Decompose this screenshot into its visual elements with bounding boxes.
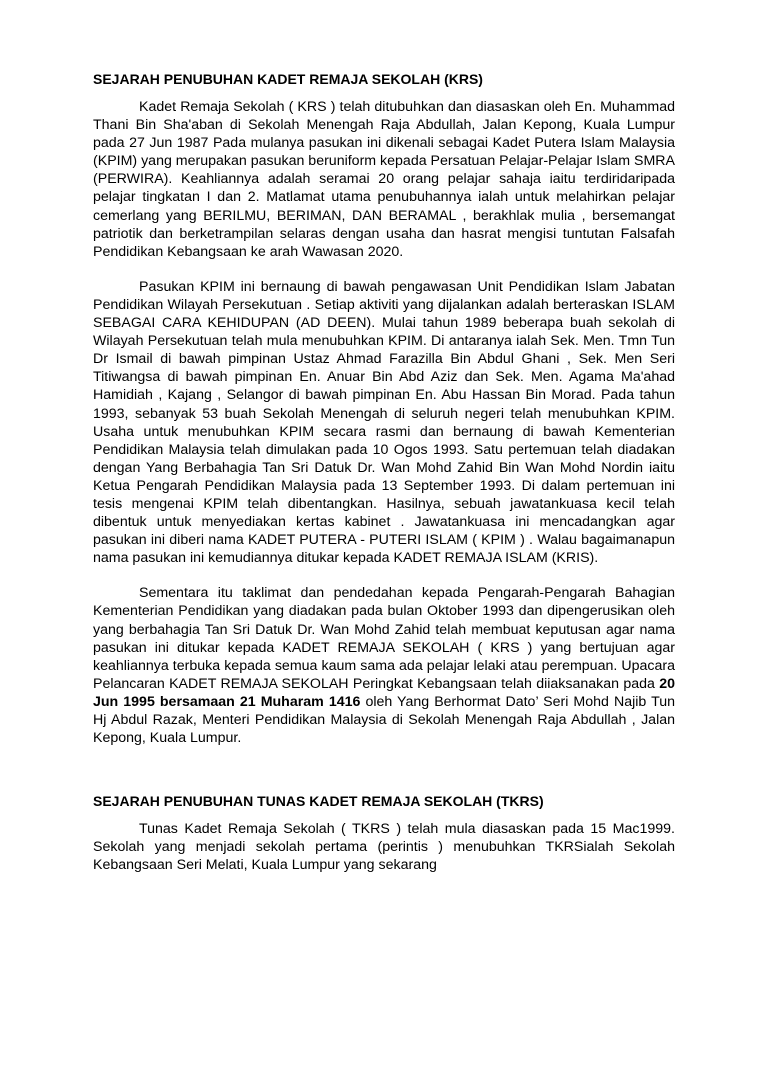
launch-date-bold: 20 Jun 1995 bersamaan 21 Muharam 1416	[93, 675, 675, 710]
section-spacer	[93, 764, 675, 792]
paragraph-krs-founding: Kadet Remaja Sekolah ( KRS ) telah ditubuhkan dan diasaskan oleh En. Muhammad Thani Bin Sha'aban di Sekolah Menengah Raja Abdullah, Jalan Kepong, Kuala Lumpur pada 27 Jun 1987 Pada mulanya pasukan ini dikenali sebagai Kadet Putera Islam Malaysia (KPIM) yang merupakan pasukan beruniform kepada Persatuan Pelajar-Pelajar Islam SMRA (PERWIRA). Keahliannya adalah seramai 20 orang pelajar sahaja iaitu terdiridaripada pelajar tingkatan I dan 2. Matlamat utama penubuhannya ialah untuk melahirkan pelajar cemerlang yang BERILMU, BERIMAN, DAN BERAMAL , berakhlak mulia , bersemangat patriotik dan berketrampilan selaras dengan usaha dan hasrat mengisi tuntutan Falsafah Pendidikan Kebangsaan ke arah Wawasan 2020.	[93, 99, 675, 260]
paragraph-krs-launch	[93, 584, 675, 747]
document-page	[93, 70, 675, 891]
paragraph-krs-launch-start: Sementara itu taklimat dan pendedahan kepada Pengarah-Pengarah Bahagian Kementerian Pendidikan yang diadakan pada bulan Oktober 1993 dan dipengerusikan oleh yang berbahagia Tan Sri Datuk Dr. Wan Mohd Zahid telah membuat keputusan agar nama pasukan ini ditukar kepada KADET REMAJA SEKOLAH ( KRS ) yang bertujuan agar keahliannya terbuka kepada semua kaum sama ada pelajar lelaki atau perempuan. Upacara Pelancaran KADET REMAJA SEKOLAH Peringkat Kebangsaan telah diiaksanakan pada	[93, 585, 675, 692]
paragraph-krs-launch-end: oleh Yang Berhormat Dato’ Seri Mohd Najib Tun Hj Abdul Razak, Menteri Pendidikan Malaysia di Sekolah Menengah Raja Abdullah , Jalan Kepong, Kuala Lumpur.	[93, 693, 675, 747]
paragraph-kpim-history: Pasukan KPIM ini bernaung di bawah pengawasan Unit Pendidikan Islam Jabatan Pendidikan Wilayah Persekutuan . Setiap aktiviti yang dijalankan adalah berteraskan ISLAM SEBAGAI CARA KEHIDUPAN (AD DEEN). Mulai tahun 1989 beberapa buah sekolah di Wilayah Persekutuan telah mula menubuhkan KPIM. Di antaranya ialah Sek. Men. Tmn Tun Dr Ismail di bawah pimpinan Ustaz Ahmad Farazilla Bin Abdul Ghani , Sek. Men Seri Titiwangsa di bawah pimpinan En. Anuar Bin Abd Aziz dan Sek. Men. Agama Ma'ahad Hamidiah , Kajang , Selangor di bawah pimpinan En. Abu Hassan Bin Morad. Pada tahun 1993, sebanyak 53 buah Sekolah Menengah di seluruh negeri telah menubuhkan KPIM. Usaha untuk menubuhkan KPIM secara rasmi dan bernaung di bawah Kementerian Pendidikan Malaysia telah dimulakan pada 10 Ogos 1993. Satu pertemuan telah diadakan dengan Yang Berbahagia Tan Sri Datuk Dr. Wan Mohd Zahid Bin Wan Mohd Nordin iaitu Ketua Pengarah Pendidikan Malaysia pada 13 September 1993. Di dalam pertemuan ini tesis mengenai KPIM telah dibentangkan. Hasilnya, sebuah jawatankuasa kecil telah dibentuk untuk menyediakan kertas kabinet . Jawatankuasa ini mencadangkan agar pasukan ini diberi nama KADET PUTERA - PUTERI ISLAM ( KPIM ) . Walau bagaimanapun nama pasukan ini kemudiannya ditukar kepada KADET REMAJA ISLAM (KRIS).	[93, 278, 675, 567]
section-heading-krs: SEJARAH PENUBUHAN KADET REMAJA SEKOLAH (KRS)	[93, 71, 483, 87]
paragraph-tkrs-founding: Tunas Kadet Remaja Sekolah ( TKRS ) telah mula diasaskan pada 15 Mac1999. Sekolah yang menjadi sekolah pertama (perintis ) menubuhkan TKRSialah Sekolah Kebangsaan Seri Melati, Kuala Lumpur yang sekarang	[93, 821, 675, 874]
section-heading-tkrs: SEJARAH PENUBUHAN TUNAS KADET REMAJA SEKOLAH (TKRS)	[93, 793, 544, 810]
